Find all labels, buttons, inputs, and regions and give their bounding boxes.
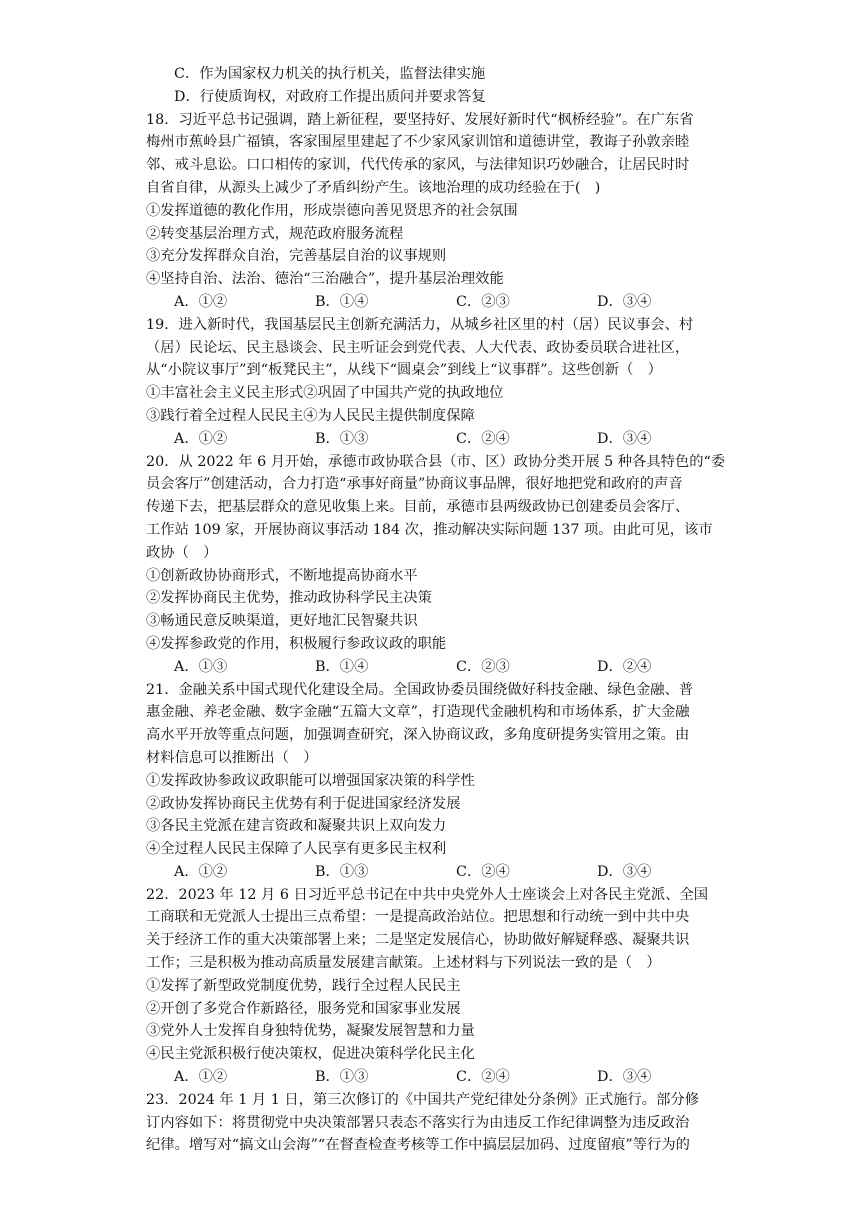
text-line: 20．从 2022 年 6 月开始，承德市政协联合县（市、区）政协分类开展 5 种各具特色的“委 xyxy=(146,453,726,470)
answer-option: A．①③ xyxy=(174,658,228,675)
text-line: 自省自律，从源头上减少了矛盾纠纷产生。该地治理的成功经验在于( ) xyxy=(146,179,601,196)
text-line: ③各民主党派在建言资政和凝聚共识上双向发力 xyxy=(146,818,447,835)
answer-option: D．③④ xyxy=(597,863,652,880)
answer-option: C．②④ xyxy=(456,1069,510,1086)
answer-option: C．②④ xyxy=(456,863,510,880)
answer-option: A．①② xyxy=(174,430,228,447)
text-line: D．行使质询权，对政府工作提出质问并要求答复 xyxy=(174,88,486,105)
text-line: 政协（ ） xyxy=(146,544,218,561)
answer-option: A．①② xyxy=(174,293,228,310)
text-line: （居）民论坛、民主恳谈会、民主听证会到党代表、人大代表、政协委员联合进社区， xyxy=(146,339,690,356)
text-line: ③充分发挥群众自治，完善基层自治的议事规则 xyxy=(146,248,447,265)
text-line: 工作站 109 家，开展协商议事活动 184 次，推动解决实际问题 137 项。由此可见，该市 xyxy=(146,521,713,538)
text-line: ②开创了多党合作新路径，服务党和国家事业发展 xyxy=(146,1000,461,1017)
answer-option: B．①④ xyxy=(315,658,369,675)
text-line: ③党外人士发挥自身独特优势，凝聚发展智慧和力量 xyxy=(146,1023,475,1040)
answer-options-row xyxy=(146,1066,718,1089)
answer-option: B．①③ xyxy=(315,430,369,447)
text-line: 关于经济工作的重大决策部署上来；二是坚定发展信心，协助做好解疑释惑、凝聚共识 xyxy=(146,932,690,949)
answer-options-row xyxy=(146,428,718,451)
text-line: 工商联和无党派人士提出三点希望：一是提高政治站位。把思想和行动统一到中共中央 xyxy=(146,909,690,926)
text-line: ①发挥了新型政党制度优势，践行全过程人民民主 xyxy=(146,977,461,994)
answer-option: C．②③ xyxy=(456,293,510,310)
text-line: 18．习近平总书记强调，踏上新征程，要坚持好、发展好新时代“枫桥经验”。在广东省 xyxy=(146,111,694,128)
text-line: ①创新政协协商形式，不断地提高协商水平 xyxy=(146,567,418,584)
text-line: ④民主党派积极行使决策权，促进决策科学化民主化 xyxy=(146,1046,475,1063)
text-line: 员会客厅”创建活动，合力打造“承事好商量”协商议事品牌，很好地把党和政府的声音 xyxy=(146,476,683,493)
text-line: ③践行着全过程人民民主④为人民民主提供制度保障 xyxy=(146,407,475,424)
text-line: 19．进入新时代，我国基层民主创新充满活力，从城乡社区里的村（居）民议事会、村 xyxy=(146,316,694,333)
answer-option: D．③④ xyxy=(597,293,652,310)
answer-options-row xyxy=(146,861,718,884)
text-line: 22．2023 年 12 月 6 日习近平总书记在中共中央党外人士座谈会上对各民主党派、全国 xyxy=(146,886,709,903)
text-line: ①发挥道德的教化作用，形成崇德向善见贤思齐的社会氛围 xyxy=(146,202,518,219)
text-line: ④坚持自治、法治、德治“三治融合”，提升基层治理效能 xyxy=(146,271,504,288)
answer-option: B．①③ xyxy=(315,863,369,880)
answer-option: A．①② xyxy=(174,863,228,880)
answer-option: C．②④ xyxy=(456,430,510,447)
answer-option: D．③④ xyxy=(597,1069,652,1086)
text-line: 梅州市蕉岭县广福镇，客家围屋里建起了不少家风家训馆和道德讲堂，教诲子孙敦亲睦 xyxy=(146,134,690,151)
text-line: ①发挥政协参政议政职能可以增强国家决策的科学性 xyxy=(146,772,475,789)
text-line: 材料信息可以推断出（ ） xyxy=(146,749,318,766)
text-line: C．作为国家权力机关的执行机关，监督法律实施 xyxy=(174,66,486,82)
text-line: ③畅通民意反映渠道，更好地汇民智聚共识 xyxy=(146,613,418,630)
text-line: ②转变基层治理方式，规范政府服务流程 xyxy=(146,225,404,242)
text-line: 订内容如下：将贯彻党中央决策部署只表态不落实行为由违反工作纪律调整为违反政治 xyxy=(146,1114,690,1131)
answer-option: D．③④ xyxy=(597,430,652,447)
text-line: 23．2024 年 1 月 1 日，第三次修订的《中国共产党纪律处分条例》正式施行。部分修 xyxy=(146,1091,699,1108)
answer-option: D．②④ xyxy=(597,658,652,675)
text-line: 21．金融关系中国式现代化建设全局。全国政协委员围绕做好科技金融、绿色金融、普 xyxy=(146,681,694,698)
answer-option: B．①④ xyxy=(315,293,369,310)
answer-option: C．②③ xyxy=(456,658,510,675)
answer-options-row xyxy=(146,291,718,314)
text-line: ①丰富社会主义民主形式②巩固了中国共产党的执政地位 xyxy=(146,385,504,402)
text-line: ②发挥协商民主优势，推动政协科学民主决策 xyxy=(146,590,432,607)
text-line: 邻、戒斗息讼。口口相传的家训，代代传承的家风，与法律知识巧妙融合，让居民时时 xyxy=(146,157,690,174)
answer-option: A．①② xyxy=(174,1069,228,1086)
text-line: 传递下去，把基层群众的意见收集上来。目前，承德市县两级政协已创建委员会客厅、 xyxy=(146,499,690,516)
text-line: ④发挥参政党的作用，积极履行参政议政的职能 xyxy=(146,635,447,652)
text-line: ②政协发挥协商民主优势有利于促进国家经济发展 xyxy=(146,795,461,812)
text-line: 工作；三是积极为推动高质量发展建言献策。上述材料与下列说法一致的是（ ） xyxy=(146,955,661,972)
question-text-body xyxy=(146,63,726,1157)
text-line: ④全过程人民民主保障了人民享有更多民主权利 xyxy=(146,841,447,858)
answer-options-row xyxy=(146,656,718,679)
text-line: 纪律。增写对“搞文山会海”“在督查检查考核等工作中搞层层加码、过度留痕”等行为的 xyxy=(146,1137,690,1154)
text-line: 从“小院议事厅”到“板凳民主”，从线下“圆桌会”到线上“议事群”。这些创新（ ） xyxy=(146,362,662,379)
answer-option: B．①③ xyxy=(315,1069,369,1086)
text-line: 惠金融、养老金融、数字金融“五篇大文章”，打造现代金融机构和市场体系，扩大金融 xyxy=(146,704,690,721)
text-line: 高水平开放等重点问题，加强调查研究，深入协商议政，多角度研提务实管用之策。由 xyxy=(146,727,690,744)
